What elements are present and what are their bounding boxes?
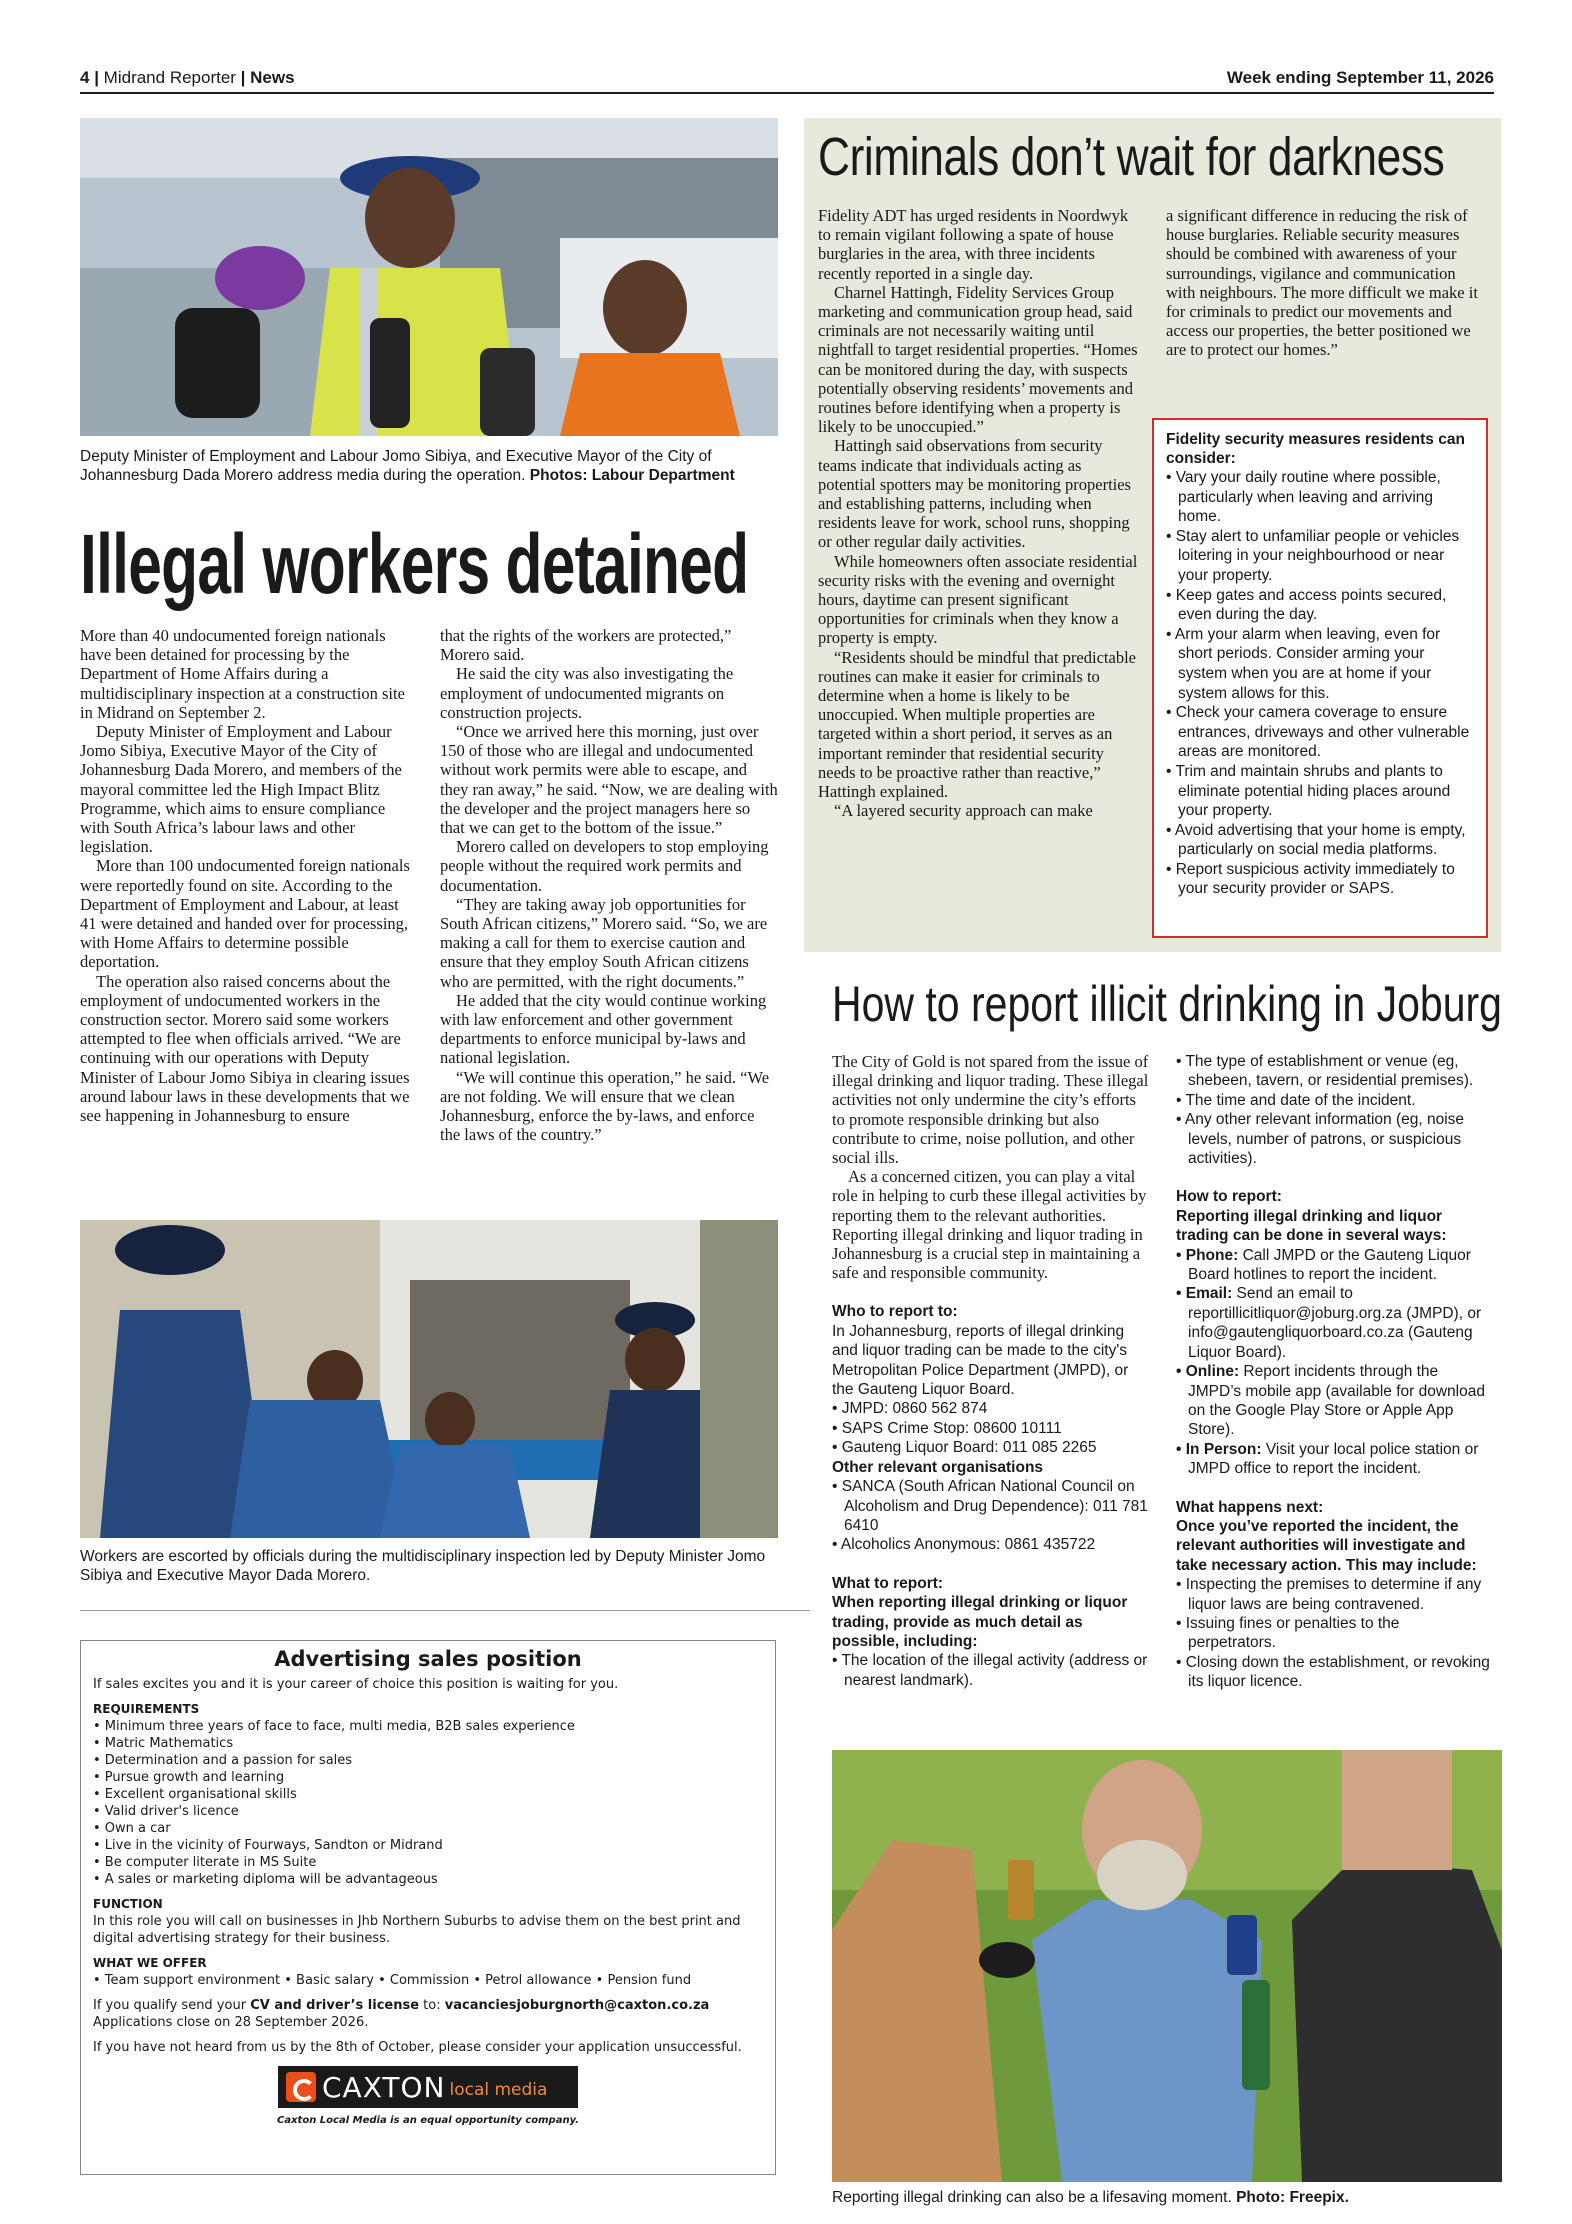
list-item: • Trim and maintain shrubs and plants to eliminate potential hiding places around your property. — [1166, 762, 1451, 820]
list-item: • Be computer literate in MS Suite — [93, 1855, 317, 1870]
who-list — [832, 1399, 1152, 1457]
photo1-credit: Photos: Labour Department — [529, 467, 735, 484]
list-item: • A sales or marketing diploma will be advantageous — [93, 1872, 438, 1887]
story2-col1-para: While homeowners often associate residential security risks with the evening and overnight hours, daytime can present significant opportunities for criminals when they know a property is empty. — [818, 551, 1138, 648]
how-heading: How to report: — [1176, 1188, 1282, 1206]
ad-offer-text: • Team support environment • Basic salary • Commission • Petrol allowance • Pension fund — [93, 1973, 692, 1988]
how-list — [1176, 1246, 1490, 1479]
other-heading: Other relevant organisations — [832, 1458, 1044, 1476]
ad-unsuccessful-note: If you have not heard from us by the 8th of October, please consider your application unsuccessful. — [93, 2040, 742, 2055]
list-item: • SAPS Crime Stop: 08600 10111 — [832, 1419, 1062, 1437]
what-list-cont — [1176, 1052, 1490, 1168]
ad-separator — [80, 1610, 810, 1611]
photo2-caption: Workers are escorted by officials during the multidisciplinary inspection led by Deputy Minister Jomo Sibiya and Executive Mayor Dada Morero. — [80, 1548, 766, 1584]
list-item: • Live in the vicinity of Fourways, Sandton or Midrand — [93, 1838, 443, 1853]
ad-apply-email[interactable]: vacanciesjoburgnorth@caxton.co.za — [444, 1998, 710, 2013]
story2-column1 — [818, 206, 1140, 821]
list-item: • Closing down the establishment, or revoking its liquor licence. — [1176, 1653, 1490, 1691]
section-name: News — [250, 68, 295, 87]
list-item: • Own a car — [93, 1821, 171, 1836]
officials-media-photo — [80, 118, 778, 436]
list-item — [1176, 1362, 1490, 1440]
story2-col1-para: Hattingh said observations from security teams indicate that individuals acting as potential spotters may be monitoring properties and establishing patterns, including when residents leave for work, school runs, shopping or other regular daily activities. — [818, 436, 1131, 552]
what-lead: When reporting illegal drinking or liquor trading, provide as much detail as possible, including: — [832, 1594, 1128, 1650]
story1-column1 — [80, 626, 415, 1125]
how-text: Report incidents through the JMPD’s mobile app (available for download on the Google Play Store or Apple App Store). — [1188, 1363, 1485, 1439]
next-lead: Once you’ve reported the incident, the relevant authorities will investigate and take necessary action. This may include: — [1176, 1517, 1477, 1574]
story2-col1-para: Charnel Hattingh, Fidelity Services Group marketing and communication group head, said criminals are not necessarily waiting until nightfall to target residential properties. “Homes can be monitored during the day, with suspects potentially observing residents’ movements and routines before identifying when a property is likely to be unoccupied.” — [818, 282, 1138, 437]
story1-headline: Illegal workers detained — [80, 517, 749, 611]
story1-col1-para: The operation also raised concerns about the employment of undocumented workers in the construction sector. Morero said some workers attempted to flee when officials arrived. “We are continuing with our operations with Deputy Minister of Labour Jomo Sibiya in clearing issues around labour laws in these developments that we see happening in Johannesburg to ensure — [80, 971, 410, 1126]
page-header-left: 4 | Midrand Reporter | News — [80, 68, 295, 87]
story1-col2-para: He added that the city would continue working with law enforcement and other government departments to enforce municipal by-laws and national legislation. — [440, 990, 767, 1068]
ad-apply-line — [93, 1997, 763, 2014]
list-item: • Pursue growth and learning — [93, 1770, 285, 1785]
ad-title: Advertising sales position — [274, 1647, 582, 1671]
ad-apply-bold: CV and driver’s license — [250, 1998, 420, 2013]
list-item: • Avoid advertising that your home is empty, particularly on social media platforms. — [1166, 821, 1466, 859]
story3-intro-para: The City of Gold is not spared from the issue of illegal drinking and liquor trading. These illegal activities not only undermine the city’s efforts to promote responsible drinking but also contribute to crime, noise pollution, and other social ills. — [832, 1052, 1149, 1168]
story1-col2-para: “We will continue this operation,” he said. “We are not folding. We will ensure that we clean Johannesburg, enforce the by-laws, and enforce the laws of the country.” — [440, 1067, 770, 1145]
story3-column1 — [832, 1052, 1152, 1690]
list-item: • Keep gates and access points secured, even during the day. — [1166, 586, 1447, 624]
list-item — [1176, 1440, 1490, 1479]
header-rule — [80, 92, 1494, 94]
security-tips-box — [1152, 418, 1488, 938]
how-label: • Phone: — [1176, 1246, 1239, 1264]
ad-function-text: In this role you will call on businesses in Jhb Northern Suburbs to advise them on the best print and digital advertising strategy for their business. — [93, 1914, 741, 1946]
ad-close-date: Applications close on 28 September 2026. — [93, 2015, 369, 2030]
tips-heading: Fidelity security measures residents can consider: — [1166, 431, 1465, 467]
story1-col2-para: “Once we arrived here this morning, just over 150 of those who are illegal and undocumented without work permits were able to escape, and they ran away,” he said. “Now, we are dealing with the developer and the project managers here so that we can get to the bottom of the issue.” — [440, 722, 778, 838]
how-text: Call JMPD or the Gauteng Liquor Board hotlines to report the incident. — [1188, 1246, 1471, 1284]
list-item: • Vary your daily routine where possible, particularly when leaving and arriving home. — [1166, 469, 1441, 526]
story3-intro-para: As a concerned citizen, you can play a vital role in helping to curb these illegal activities by reporting them to the relevant authorities. Reporting illegal drinking and liquor trading in Johannesburg is a crucial step in maintaining a safe and responsible community. — [832, 1167, 1147, 1283]
ad-requirements-heading: REQUIREMENTS — [93, 1702, 200, 1716]
list-item — [1176, 1246, 1490, 1285]
story1-column2 — [440, 626, 778, 1144]
list-item: • Stay alert to unfamiliar people or vehicles loitering in your neighbourhood or near your property. — [1166, 527, 1460, 584]
story1-col2-para: that the rights of the workers are protected,” Morero said. — [440, 626, 732, 665]
photo1-caption — [80, 447, 780, 485]
story1-col2-para: “They are taking away job opportunities for South African citizens,” Morero said. “So, we are making a call for them to exercise caution and ensure that they employ South African citizens who are permitted, with the right documents.” — [440, 894, 768, 991]
story1-col1-para: More than 100 undocumented foreign nationals were reportedly found on site. According to the Department of Employment and Labour, at least 41 were detained and handed over for processing, with Home Affairs to determine possible deportation. — [80, 856, 410, 972]
what-list — [832, 1651, 1152, 1690]
how-label: • Email: — [1176, 1285, 1233, 1303]
photo3-credit: Photo: Freepix. — [1236, 2189, 1349, 2206]
next-list — [1176, 1575, 1490, 1691]
story2-col1-para: “Residents should be mindful that predictable routines can make it easier for criminals to determine when a home is likely to be unoccupied. When multiple properties are targeted within a short period, it serves as an important reminder that residential security needs to be proactive rather than reactive,” Hattingh explained. — [818, 647, 1136, 802]
list-item: • Matric Mathematics — [93, 1736, 234, 1751]
photo1-caption-text: Deputy Minister of Employment and Labour Jomo Sibiya, and Executive Mayor of the City of Johannesburg Dada Morero address media during the operation. — [80, 448, 712, 484]
what-heading: What to report: — [832, 1574, 944, 1592]
list-item — [1176, 1284, 1490, 1362]
story3-column2 — [1176, 1052, 1490, 1692]
other-list — [832, 1477, 1152, 1555]
list-item: • Minimum three years of face to face, multi media, B2B sales experience — [93, 1719, 575, 1734]
caxton-tagline: Caxton Local Media is an equal opportunity company. — [277, 2115, 579, 2126]
advertising-sales-ad — [80, 1640, 776, 2175]
who-text: In Johannesburg, reports of illegal drinking and liquor trading can be made to the city's Metropolitan Police Department (JMPD), or the Gauteng Liquor Board. — [832, 1322, 1129, 1399]
list-item: • Determination and a passion for sales — [93, 1753, 353, 1768]
ad-apply-mid: to: — [419, 1998, 445, 2013]
how-text: Visit your local police station or JMPD office to report the incident. — [1188, 1440, 1479, 1478]
story2-column2 — [1166, 206, 1488, 360]
story1-col1-para: Deputy Minister of Employment and Labour Jomo Sibiya, Executive Mayor of the City of Johannesburg Dada Morero, and members of the mayoral committee led the High Impact Blitz Programme, which aims to ensure compliance with South Africa’s labour laws and other legislation. — [80, 722, 402, 857]
ad-requirements-list — [93, 1718, 763, 1888]
workers-escorted-photo — [80, 1220, 778, 1538]
how-text: Send an email to reportillicitliquor@joburg.org.za (JMPD), or info@gautengliquorboard.co.za (Gauteng Liquor Board). — [1188, 1285, 1482, 1361]
next-heading: What happens next: — [1176, 1498, 1324, 1516]
how-lead: Reporting illegal drinking and liquor trading can be done in several ways: — [1176, 1207, 1447, 1245]
story1-col2-para: He said the city was also investigating the employment of undocumented migrants on construction projects. — [440, 664, 734, 722]
list-item: • Valid driver's licence — [93, 1804, 239, 1819]
page-number: 4 — [80, 68, 90, 87]
ad-function-heading: FUNCTION — [93, 1897, 163, 1911]
photo3-caption-text: Reporting illegal drinking can also be a lifesaving moment. — [832, 2189, 1232, 2206]
ad-apply-pre: If you qualify send your — [93, 1998, 251, 2013]
story2-headline: Criminals don’t wait for darkness — [818, 127, 1445, 187]
drinking-people-photo — [832, 1750, 1502, 2182]
caxton-logo — [278, 2066, 578, 2108]
list-item: • Arm your alarm when leaving, even for short periods. Consider arming your system when you are at home if your system allows for this. — [1166, 625, 1441, 702]
ad-offer-heading: WHAT WE OFFER — [93, 1956, 207, 1970]
how-label: • In Person: — [1176, 1440, 1262, 1458]
story3-headline: How to report illicit drinking in Joburg — [832, 976, 1502, 1032]
caxton-logo-word: CAXTON — [322, 2070, 446, 2104]
list-item: • Issuing fines or penalties to the perpetrators. — [1176, 1614, 1400, 1652]
list-item: • The type of establishment or venue (eg, shebeen, tavern, or residential premises). — [1176, 1053, 1474, 1090]
list-item: • JMPD: 0860 562 874 — [832, 1400, 988, 1418]
photo3-caption — [832, 2188, 1502, 2207]
list-item: • Any other relevant information (eg, noise levels, number of patrons, or suspicious activities). — [1176, 1111, 1465, 1168]
how-label: • Online: — [1176, 1363, 1240, 1381]
who-heading: Who to report to: — [832, 1303, 958, 1321]
caxton-mark-icon — [286, 2072, 316, 2102]
list-item: • SANCA (South African National Council on Alcoholism and Drug Dependence): 011 781 6410 — [832, 1478, 1148, 1534]
story2-col2-para: a significant difference in reducing the risk of house burglaries. Reliable security measures should be combined with awareness of your surroundings, vigilance and communication with neighbours. The more difficult we make it for criminals to predict our movements and access our properties, the better positioned we are to protect our homes.” — [1166, 206, 1478, 360]
caxton-logo-local: local media — [449, 2079, 548, 2100]
story1-col2-para: Morero called on developers to stop employing people without the required work permits and documentation. — [440, 837, 769, 895]
tips-list — [1166, 468, 1474, 899]
list-item: • Alcoholics Anonymous: 0861 435722 — [832, 1536, 1096, 1554]
list-item: • The time and date of the incident. — [1176, 1091, 1416, 1109]
ad-intro: If sales excites you and it is your career of choice this position is waiting for you. — [93, 1677, 619, 1692]
list-item: • The location of the illegal activity (address or nearest landmark). — [832, 1652, 1148, 1689]
list-item: • Inspecting the premises to determine if any liquor laws are being contravened. — [1176, 1576, 1482, 1613]
list-item: • Report suspicious activity immediately to your security provider or SAPS. — [1166, 860, 1455, 898]
publication-name: Midrand Reporter — [103, 68, 236, 87]
list-item: • Check your camera coverage to ensure entrances, driveways and other vulnerable areas are monitored. — [1166, 704, 1470, 761]
list-item: • Excellent organisational skills — [93, 1787, 297, 1802]
date-line: Week ending September 11, 2026 — [1226, 68, 1494, 87]
story2-col1-para: “A layered security approach can make — [834, 801, 1093, 821]
list-item: • Gauteng Liquor Board: 011 085 2265 — [832, 1439, 1097, 1457]
story1-col1-para: More than 40 undocumented foreign nationals have been detained for processing by the Department of Home Affairs during a multidisciplinary inspection at a construction site in Midrand on September 2. — [80, 626, 405, 722]
story2-col1-para: Fidelity ADT has urged residents in Noordwyk to remain vigilant following a spate of house burglaries in the area, with three incidents recently reported in a single day. — [818, 206, 1129, 283]
